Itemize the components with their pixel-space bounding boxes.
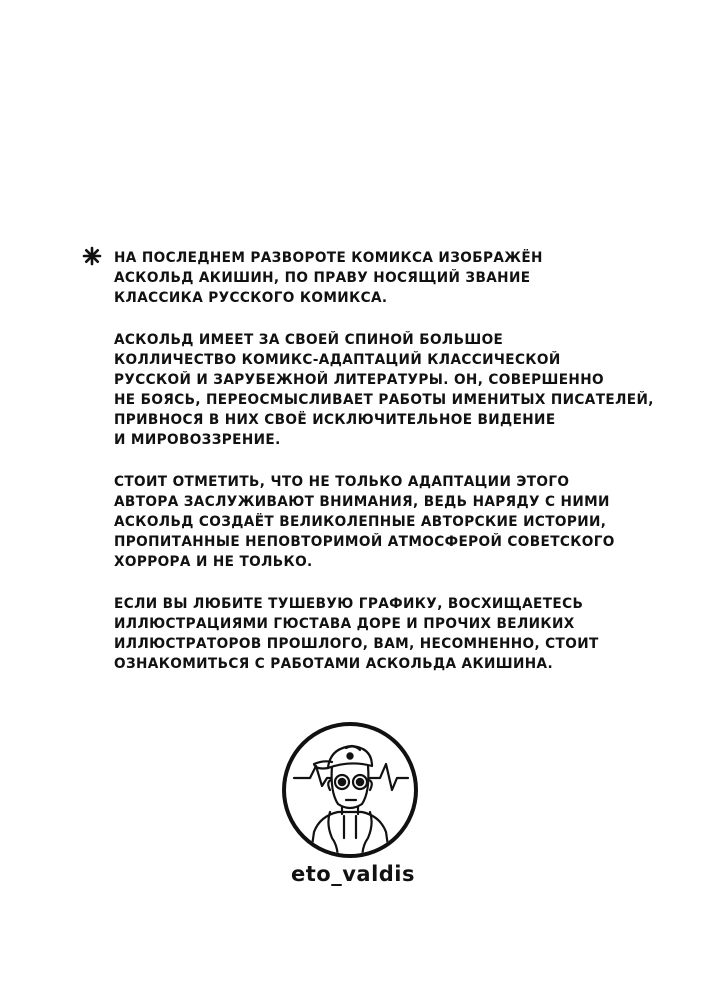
asterisk-icon <box>82 246 102 266</box>
text-line: ИЛЛЮСТРАТОРОВ ПРОШЛОГО, ВАМ, НЕСОМНЕННО, СТОИТ <box>114 636 599 652</box>
text-line: ОЗНАКОМИТЬСЯ С РАБОТАМИ АСКОЛЬДА АКИШИНА. <box>114 656 554 672</box>
text-line: ХОРРОРА И НЕ ТОЛЬКО. <box>114 554 313 570</box>
text-line: АСКОЛЬД ИМЕЕТ ЗА СВОЕЙ СПИНОЙ БОЛЬШОЕ <box>114 332 504 348</box>
paragraph-4 <box>114 594 654 674</box>
author-handle: eto_valdis <box>291 862 415 886</box>
text-line: НА ПОСЛЕДНЕМ РАЗВОРОТЕ КОМИКСА ИЗОБРАЖЁН <box>114 250 543 266</box>
text-line: НЕ БОЯСЬ, ПЕРЕОСМЫСЛИВАЕТ РАБОТЫ ИМЕНИТЫХ ПИСАТЕЛЕЙ, <box>114 392 654 408</box>
author-avatar <box>280 720 420 860</box>
text-line: ПРИВНОСЯ В НИХ СВОЁ ИСКЛЮЧИТЕЛЬНОЕ ВИДЕНИЕ <box>114 412 556 428</box>
text-line: АСКОЛЬД АКИШИН, ПО ПРАВУ НОСЯЩИЙ ЗВАНИЕ <box>114 270 531 286</box>
text-line: ЕСЛИ ВЫ ЛЮБИТЕ ТУШЕВУЮ ГРАФИКУ, ВОСХИЩАЕТЕСЬ <box>114 596 584 612</box>
paragraph-2 <box>114 330 654 450</box>
paragraph-1 <box>114 248 654 308</box>
text-line: ПРОПИТАННЫЕ НЕПОВТОРИМОЙ АТМОСФЕРОЙ СОВЕТСКОГО <box>114 534 615 550</box>
paragraph-3 <box>114 472 654 572</box>
text-line: АСКОЛЬД СОЗДАЁТ ВЕЛИКОЛЕПНЫЕ АВТОРСКИЕ ИСТОРИИ, <box>114 514 607 530</box>
text-line: РУССКОЙ И ЗАРУБЕЖНОЙ ЛИТЕРАТУРЫ. ОН, СОВЕРШЕННО <box>114 372 604 388</box>
text-line: СТОИТ ОТМЕТИТЬ, ЧТО НЕ ТОЛЬКО АДАПТАЦИИ ЭТОГО <box>114 474 570 490</box>
article-text <box>114 248 654 696</box>
text-line: ИЛЛЮСТРАЦИЯМИ ГЮСТАВА ДОРЕ И ПРОЧИХ ВЕЛИКИХ <box>114 616 575 632</box>
text-line: И МИРОВОЗЗРЕНИЕ. <box>114 432 281 448</box>
text-line: КОЛЛИЧЕСТВО КОМИКС-АДАПТАЦИЙ КЛАССИЧЕСКОЙ <box>114 352 561 368</box>
text-line: КЛАССИКА РУССКОГО КОМИКСА. <box>114 290 388 306</box>
text-line: АВТОРА ЗАСЛУЖИВАЮТ ВНИМАНИЯ, ВЕДЬ НАРЯДУ С НИМИ <box>114 494 610 510</box>
